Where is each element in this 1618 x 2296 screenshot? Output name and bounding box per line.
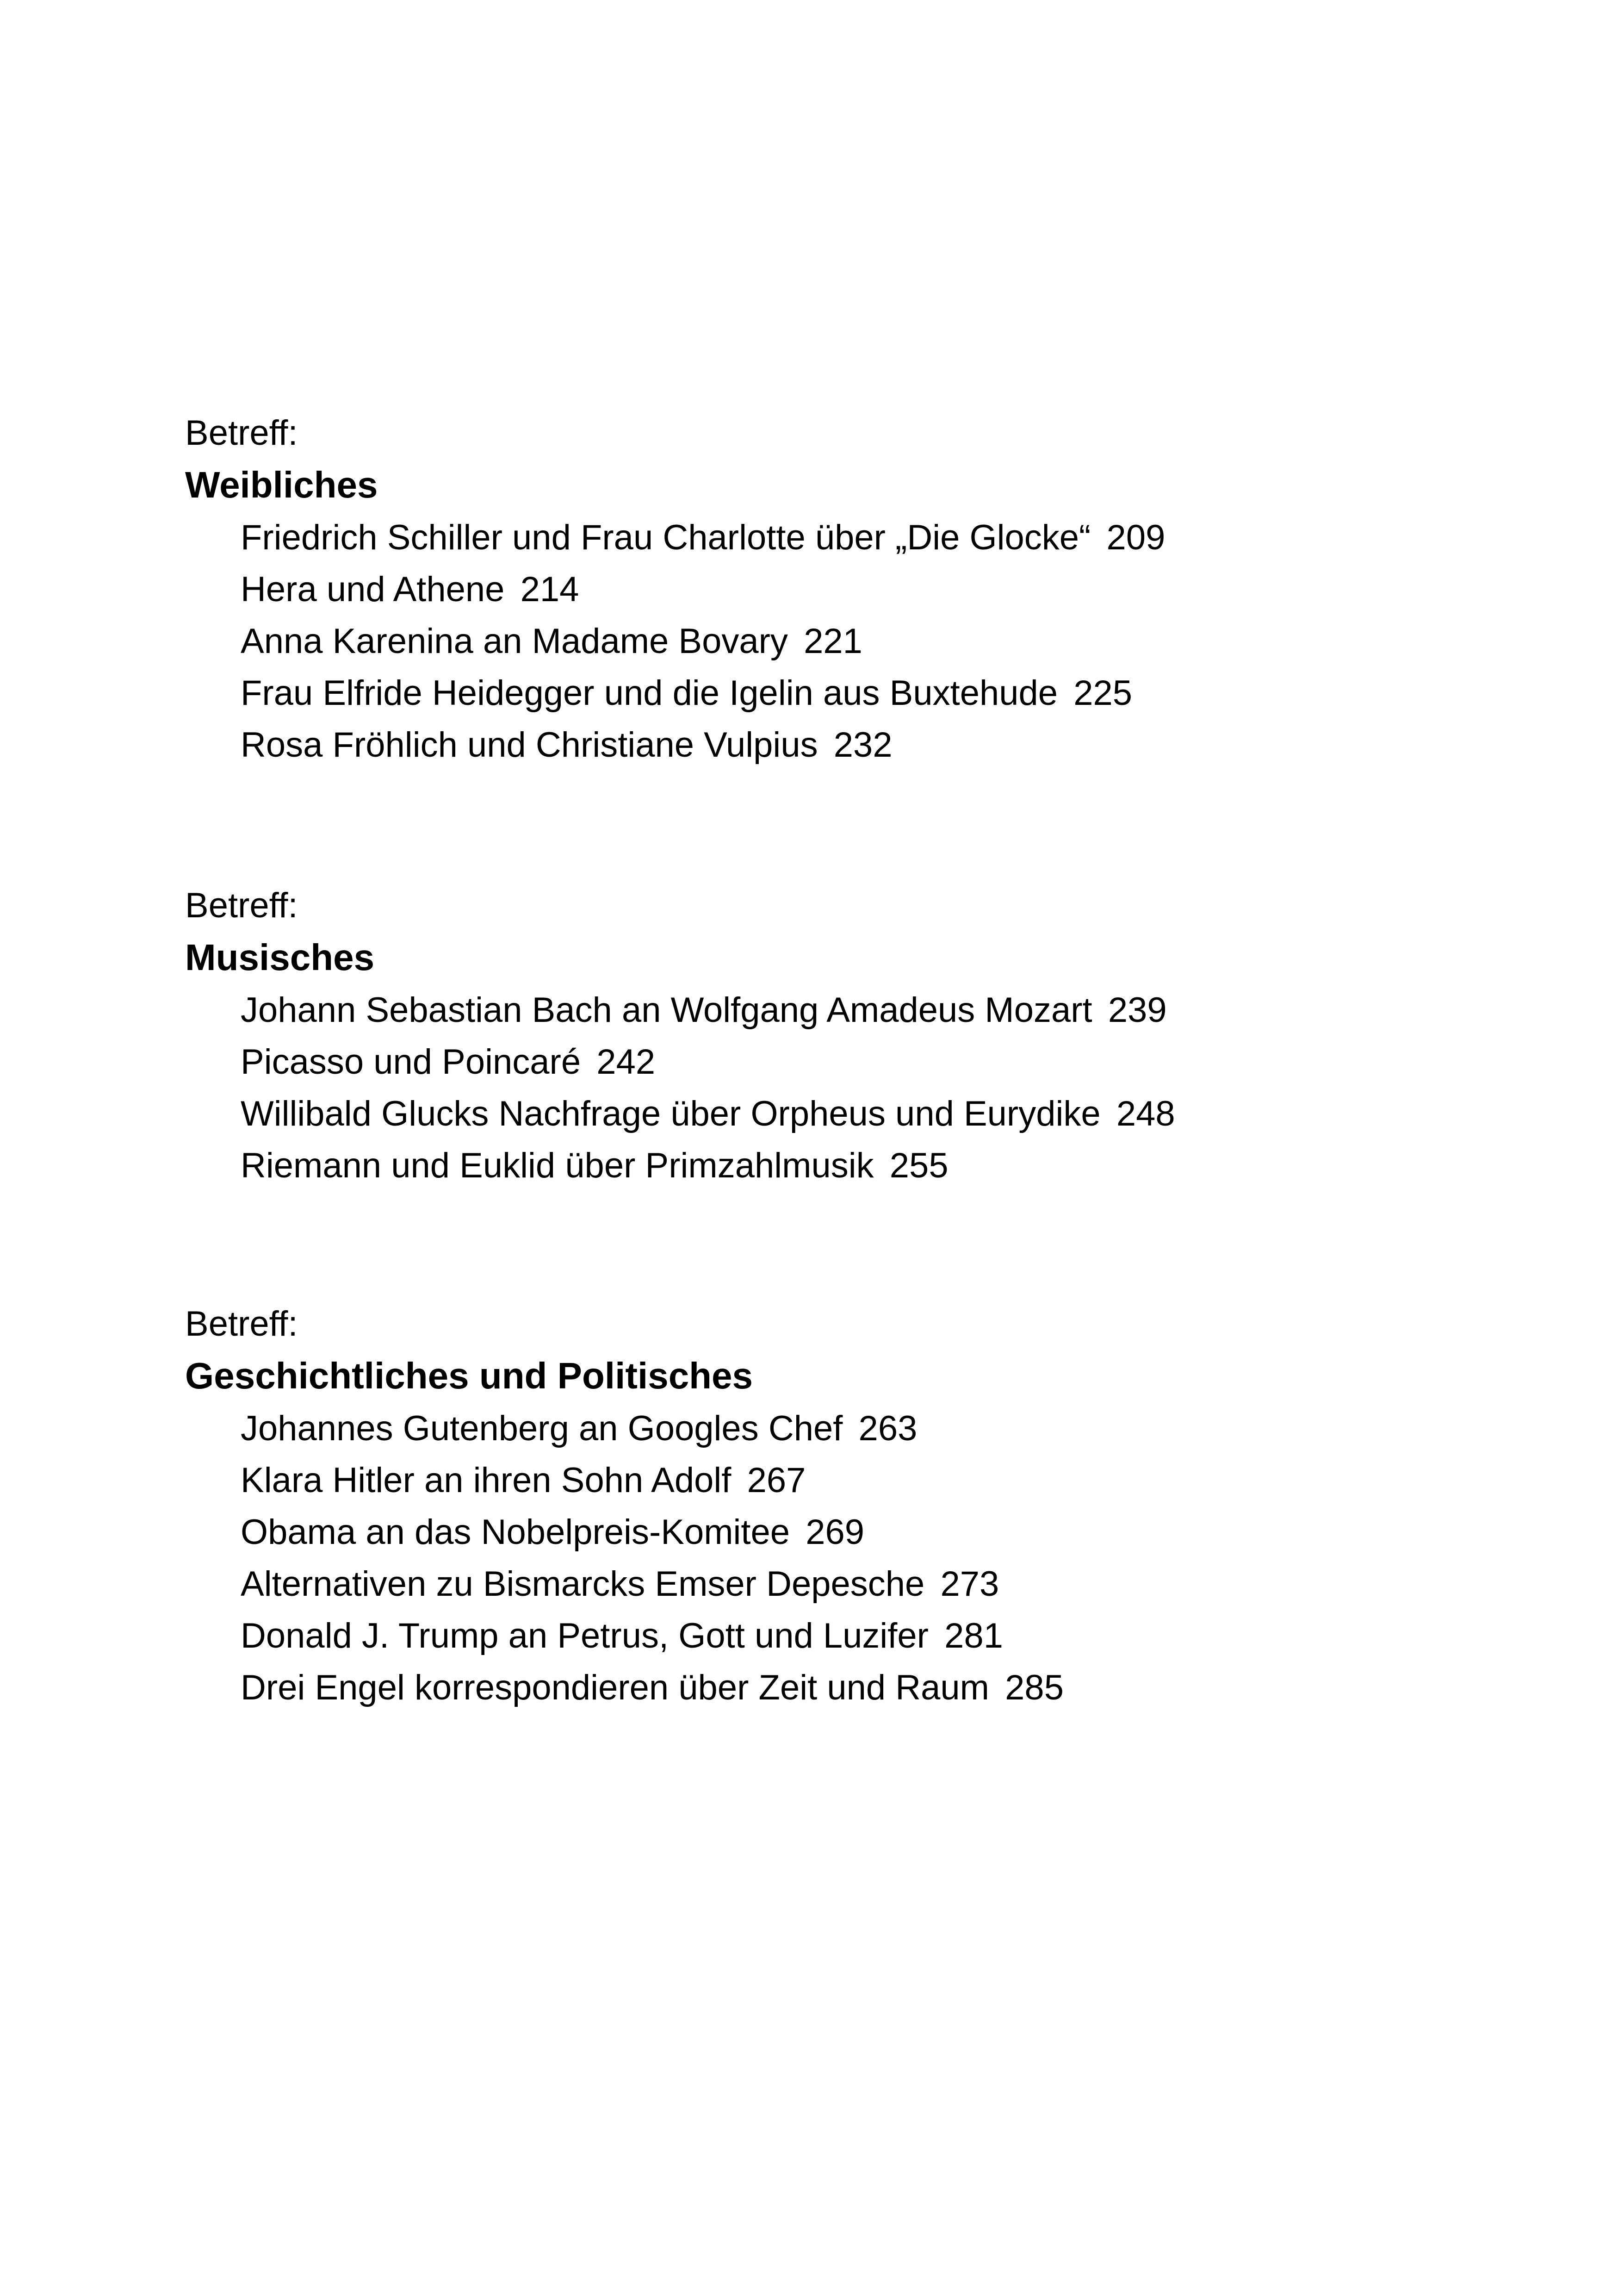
entry-list [185,1403,1573,1714]
section-label: Betreff: [185,1304,298,1344]
toc-entry[interactable] [241,1455,1573,1506]
toc-entry[interactable] [241,564,1573,616]
toc-entry[interactable] [241,719,1573,771]
entry-page-number: 225 [1073,673,1133,713]
entry-title: Hera und Athene [241,570,505,609]
section-label: Betreff: [185,413,298,453]
entry-title: Rosa Fröhlich und Christiane Vulpius [241,725,818,765]
entry-title: Johannes Gutenberg an Googles Chef [241,1409,843,1448]
entry-list [185,984,1573,1192]
toc-entry[interactable] [241,1403,1573,1455]
entry-list [185,512,1573,771]
entry-title: Donald J. Trump an Petrus, Gott und Luzifer [241,1616,929,1655]
entry-page-number: 269 [806,1512,865,1552]
entry-title: Klara Hitler an ihren Sohn Adolf [241,1461,732,1500]
entry-page-number: 255 [889,1146,948,1185]
toc-entry[interactable] [241,512,1573,564]
toc-entry[interactable] [241,667,1573,719]
toc-section-geschichtliches [185,1299,1573,1714]
toc-entry[interactable] [241,1140,1573,1192]
toc-entry[interactable] [241,1088,1573,1140]
entry-page-number: 267 [747,1461,806,1500]
entry-title: Obama an das Nobelpreis-Komitee [241,1512,790,1552]
section-heading: Weibliches [185,464,378,505]
toc-entry[interactable] [241,616,1573,667]
entry-page-number: 221 [804,622,862,661]
section-heading: Geschichtliches und Politisches [185,1355,753,1396]
entry-page-number: 209 [1106,518,1165,557]
entry-page-number: 214 [520,570,579,609]
toc-entry[interactable] [241,1506,1573,1558]
section-heading: Musisches [185,937,375,978]
entry-title: Willibald Glucks Nachfrage über Orpheus und Eurydike [241,1094,1101,1133]
entry-title: Johann Sebastian Bach an Wolfgang Amadeus Mozart [241,990,1092,1030]
toc-entry[interactable] [241,1610,1573,1662]
entry-title: Riemann und Euklid über Primzahlmusik [241,1146,874,1185]
toc-entry[interactable] [241,1036,1573,1088]
toc-entry[interactable] [241,984,1573,1036]
entry-title: Picasso und Poincaré [241,1042,581,1082]
toc-section-weibliches [185,408,1573,771]
toc-entry[interactable] [241,1662,1573,1714]
entry-page-number: 263 [858,1409,917,1448]
entry-page-number: 281 [944,1616,1003,1655]
entry-title: Friedrich Schiller und Frau Charlotte über „Die Glocke“ [241,518,1091,557]
entry-title: Anna Karenina an Madame Bovary [241,622,788,661]
entry-page-number: 242 [596,1042,656,1082]
toc-section-musisches [185,881,1573,1192]
toc-entry[interactable] [241,1558,1573,1610]
entry-page-number: 285 [1005,1668,1064,1707]
section-label: Betreff: [185,886,298,925]
entry-title: Alternativen zu Bismarcks Emser Depesche [241,1564,925,1604]
entry-page-number: 239 [1108,990,1167,1030]
entry-page-number: 232 [833,725,893,765]
entry-title: Drei Engel korrespondieren über Zeit und Raum [241,1668,989,1707]
entry-page-number: 273 [940,1564,999,1604]
entry-title: Frau Elfride Heidegger und die Igelin aus Buxtehude [241,673,1058,713]
entry-page-number: 248 [1116,1094,1175,1133]
